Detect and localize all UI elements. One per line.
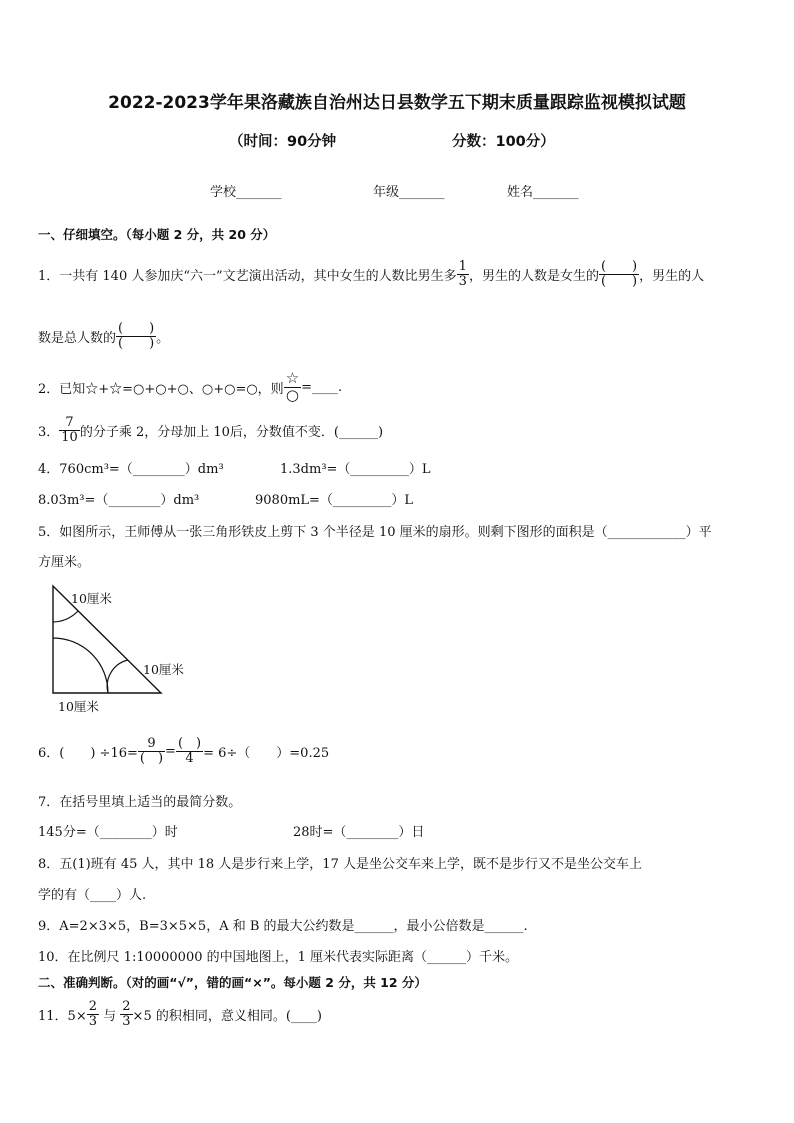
school-field: 学校_______ [210, 185, 282, 200]
name-field: 姓名_______ [507, 185, 579, 200]
section-1-heading: 一、仔细填空。（每小题 2 分，共 20 分） [38, 227, 276, 242]
q1-answer-fraction-2[interactable] [116, 322, 156, 350]
q1-frac-num: 1 [458, 258, 467, 274]
q1-frac-den: 3 [458, 273, 467, 289]
q6-a: 6．( ) ÷16= [38, 745, 138, 761]
q11-fraction-1 [87, 1000, 99, 1028]
label-top: 10厘米 [71, 591, 112, 606]
q6-frac2-num: ( ) [177, 735, 202, 751]
q5-line-1: 5．如图所示，王师傅从一张三角形铁皮上剪下 3 个半径是 10 厘米的扇形。则剩下图形的面积是（____________）平 [38, 525, 712, 540]
q11-tail: ×5 的积相同，意义相同。(____) [132, 1008, 322, 1024]
grade-field: 年级_______ [373, 185, 445, 200]
q10: 10．在比例尺 1:10000000 的中国地图上，1 厘米代表实际距离（______）千米。 [38, 950, 519, 965]
q11-mid: 与 [99, 1008, 121, 1024]
q8-line-2: 学的有（____）人. [38, 888, 147, 903]
q11-fraction-2 [120, 1000, 132, 1028]
q6-equals: = [165, 743, 176, 759]
q3-frac-den: 10 [61, 429, 78, 445]
question-6 [38, 730, 329, 772]
q4-a: 4．760cm³=（________）dm³ [38, 462, 224, 477]
q1-text-c: ，男生的人 [639, 268, 705, 284]
sector-arc-corner [53, 638, 108, 693]
sector-arc-top [53, 611, 78, 622]
sector-arc-right [107, 660, 128, 693]
label-right: 10厘米 [143, 662, 184, 677]
q2-text: 2．已知☆+☆=○+○+○、○+○=○，则 [38, 381, 284, 397]
q8-line-1: 8．五(1)班有 45 人，其中 18 人是步行来上学，17 人是坐公交车来上学，既不是步行又不是坐公交车上 [38, 857, 642, 872]
q6-frac2-den: 4 [176, 751, 203, 766]
q1-text-a: 1．一共有 140 人参加庆“六一”文艺演出活动，其中女生的人数比男生多 [38, 268, 457, 284]
question-11 [38, 994, 322, 1034]
exam-score: 分数：100分） [452, 134, 555, 150]
q1-answer-fraction-1[interactable] [599, 260, 639, 288]
q4-c: 8.03m³=（________）dm³ [38, 493, 200, 508]
q2-frac-num: ☆ [285, 368, 300, 387]
q1-text-b: ，男生的人数是女生的 [468, 268, 599, 284]
exam-time: （时间：90分钟 [229, 134, 337, 150]
question-1-line-1 [38, 254, 704, 294]
q9: 9．A=2×3×5，B=3×5×5，A 和 B 的最大公约数是______，最小公倍数是______. [38, 919, 528, 934]
q11-prefix: 11．5× [38, 1008, 87, 1024]
q1-text-e: 。 [156, 330, 170, 346]
q2-fraction-star-over-circle [284, 368, 301, 404]
q5-triangle-figure [40, 582, 210, 717]
q6-b: = 6÷（ ）=0.25 [203, 745, 330, 761]
q1-ans2-den: ( ) [118, 335, 155, 351]
q2-tail: =____. [301, 379, 343, 395]
q11-frac2-num: 2 [122, 998, 131, 1014]
q3-fraction [59, 416, 80, 444]
q7-text: 7．在括号里填上适当的最简分数。 [38, 795, 242, 810]
q3-frac-num: 7 [65, 414, 74, 430]
section-2-heading: 二、准确判断。（对的画“√”，错的画“×”。每小题 2 分，共 12 分） [38, 975, 427, 990]
q1-ans2-num: ( ) [118, 320, 155, 336]
q1-ans1-num: ( ) [600, 258, 638, 274]
q3-text: 的分子乘 2，分母加上 10后，分数值不变．(______) [79, 424, 384, 440]
q6-frac1-num: 9 [147, 735, 156, 751]
q7-a: 145分=（________）时 [38, 825, 178, 840]
q11-frac1-den: 3 [88, 1013, 97, 1029]
q11-frac2-den: 3 [122, 1013, 131, 1029]
q4-d: 9080mL=（_________）L [255, 493, 414, 508]
q2-frac-den: ○ [284, 387, 301, 404]
q4-b: 1.3dm³=（_________）L [280, 462, 431, 477]
q5-line-2: 方厘米。 [38, 555, 91, 570]
label-bottom: 10厘米 [58, 699, 99, 714]
q1-fraction-one-third [457, 260, 469, 288]
q6-fraction-1 [138, 737, 165, 765]
q3-prefix: 3． [38, 424, 60, 440]
q1-text-d: 数是总人数的 [38, 330, 117, 346]
q6-frac1-den: ( ) [139, 750, 164, 766]
q1-ans1-den: ( ) [600, 273, 638, 289]
q6-fraction-2 [176, 737, 203, 765]
page-title: 2022-2023学年果洛藏族自治州达日县数学五下期末质量跟踪监视模拟试题 [108, 93, 686, 113]
q11-frac1-num: 2 [88, 998, 97, 1014]
question-2 [38, 370, 342, 404]
question-1-line-2 [38, 316, 169, 356]
q7-b: 28时=（________）日 [293, 825, 425, 840]
question-3 [38, 411, 383, 449]
